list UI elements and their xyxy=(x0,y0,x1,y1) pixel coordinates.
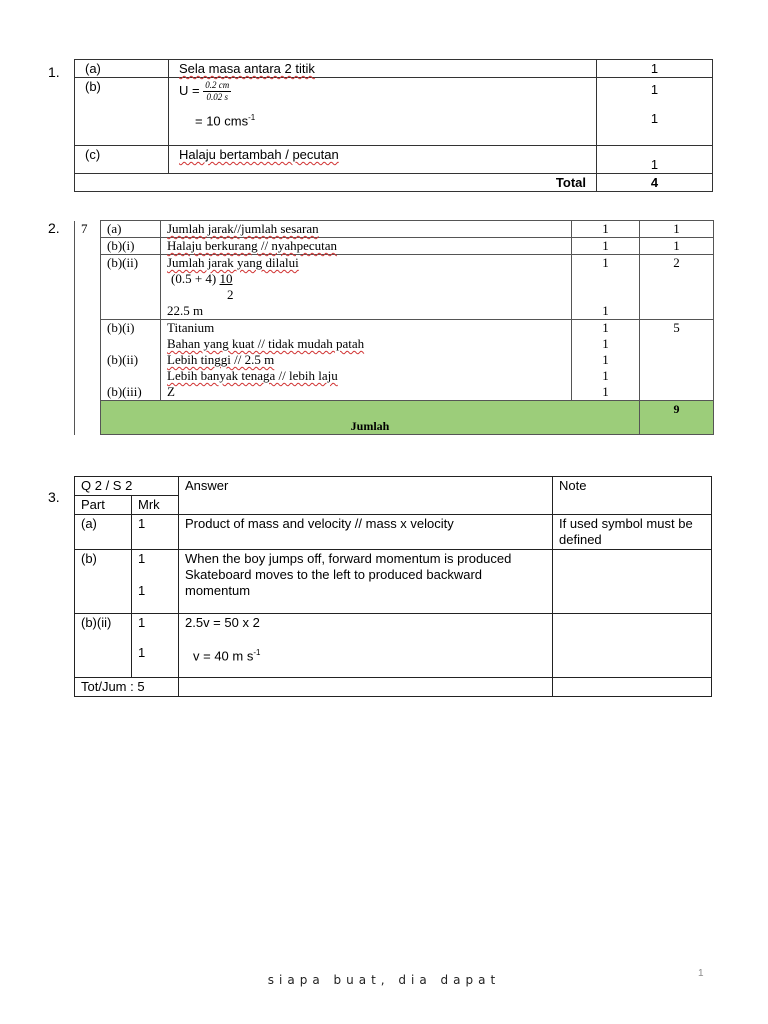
answer-cell: Sela masa antara 2 titik xyxy=(169,60,597,78)
calculation: (0.5 + 4) 10 xyxy=(171,271,233,286)
part-cell: (b) xyxy=(75,78,169,146)
part-cell: (a) xyxy=(75,60,169,78)
formula-line: U = $\frac{0.2 cm}{0.02 s}$ xyxy=(179,80,230,102)
header-row xyxy=(75,477,712,496)
part-cell: (b)(i) (b)(ii) (b)(iii) xyxy=(101,320,161,401)
part-cell: (a) xyxy=(101,221,161,238)
mark-cell: 1 xyxy=(597,60,713,78)
answer-cell: Halaju bertambah / pecutan xyxy=(169,146,597,174)
question-number-3: 3. xyxy=(48,489,60,505)
page-number: 1 xyxy=(698,968,704,979)
answer-table-1 xyxy=(74,59,713,192)
total-cell: 1 xyxy=(640,221,714,238)
answer-table-2 xyxy=(74,220,714,435)
table-row xyxy=(75,255,714,320)
mark-cell: 1 xyxy=(572,221,640,238)
total-label: Total xyxy=(75,174,597,192)
total-cell: 1 xyxy=(640,238,714,255)
part-header: Part xyxy=(75,496,132,515)
answer-cell: Titanium Bahan yang kuat // tidak mudah patah Lebih tinggi // 2.5 m Lebih banyak tenaga // lebih laju Z xyxy=(161,320,572,401)
part-cell: (b)(ii) xyxy=(75,614,132,678)
table-row xyxy=(75,515,712,550)
answer-cell: Halaju berkurang // nyahpecutan xyxy=(161,238,572,255)
table-row xyxy=(75,320,714,401)
note-header: Note xyxy=(553,477,712,515)
sum-row xyxy=(75,401,714,435)
total-value: 4 xyxy=(597,174,713,192)
mark-cell: 1 1 xyxy=(597,78,713,146)
result-line: v = 40 m $s^{-1}$ xyxy=(193,648,261,664)
mark-cell: 1 xyxy=(572,238,640,255)
total-row xyxy=(75,678,712,697)
mark-cell: 1 1 xyxy=(572,255,640,320)
answer-cell: Jumlah jarak yang dilalui (0.5 + 4) 10 2 22.5 m xyxy=(161,255,572,320)
total-cell: Tot/Jum : 5 xyxy=(75,678,179,697)
table-row xyxy=(75,78,713,146)
part-cell: (b) xyxy=(75,550,132,614)
table-row xyxy=(75,60,713,78)
note-cell: If used symbol must be defined xyxy=(553,515,712,550)
table-row xyxy=(75,614,712,678)
total-cell: 2 xyxy=(640,255,714,320)
mark-cell: 1 1 xyxy=(132,550,179,614)
table-row xyxy=(75,238,714,255)
table-row xyxy=(75,550,712,614)
part-cell: (a) xyxy=(75,515,132,550)
total-cell: 5 xyxy=(640,320,714,401)
question-number-2: 2. xyxy=(48,220,60,236)
question-number-1: 1. xyxy=(48,64,60,80)
note-cell xyxy=(553,614,712,678)
mark-cell: 1 1 1 1 1 xyxy=(572,320,640,401)
answer-cell: Product of mass and velocity // mass x velocity xyxy=(179,515,553,550)
fraction: $\frac{0.2 cm}{0.02 s}$ xyxy=(205,80,230,102)
footer-text: siapa buat, dia dapat xyxy=(267,973,501,987)
table-title: Q 2 / S 2 xyxy=(75,477,179,496)
answer-header: Answer xyxy=(179,477,553,515)
mark-cell: 1 xyxy=(597,146,713,174)
mark-cell: 1 xyxy=(132,515,179,550)
sum-value: 9 xyxy=(640,401,714,435)
mark-cell: 1 1 xyxy=(132,614,179,678)
answer-cell: 2.5v = 50 x 2 v = 40 m $s^{-1}$ xyxy=(179,614,553,678)
part-cell: (b)(i) xyxy=(101,238,161,255)
part-cell: (b)(ii) xyxy=(101,255,161,320)
note-cell xyxy=(553,550,712,614)
table-row xyxy=(75,146,713,174)
answer-cell: Jumlah jarak//jumlah sesaran xyxy=(161,221,572,238)
table-row xyxy=(75,221,714,238)
answer-cell xyxy=(169,78,597,146)
total-row xyxy=(75,174,713,192)
part-cell: (c) xyxy=(75,146,169,174)
result-line: = 10 cms$^{-1}$ xyxy=(195,113,256,129)
answer-table-3 xyxy=(74,476,712,697)
answer-cell: When the boy jumps off, forward momentum is produced Skateboard moves to the left to produced backward momentum xyxy=(179,550,553,614)
question-id: 7 xyxy=(75,221,101,401)
sum-label: Jumlah xyxy=(101,401,640,435)
mrk-header: Mrk xyxy=(132,496,179,515)
